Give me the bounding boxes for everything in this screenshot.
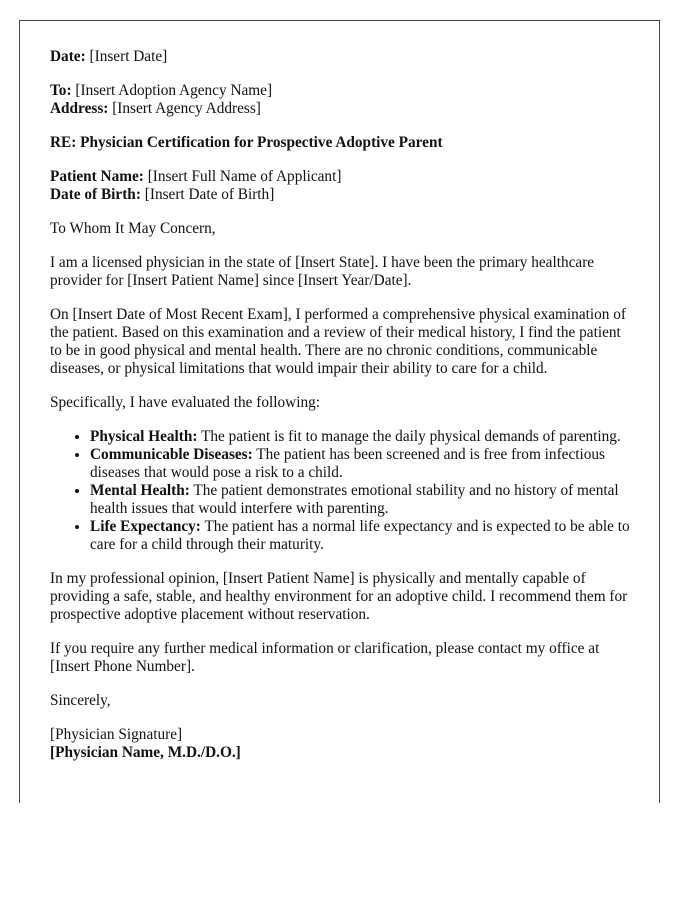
letter-page xyxy=(19,20,660,803)
date-line xyxy=(50,48,635,66)
evaluation-text: The patient has a normal life expectancy and is expected to be able to care for a child through their maturity. xyxy=(90,518,630,553)
paragraph-opinion: In my professional opinion, [Insert Patient Name] is physically and mentally capable of providing a safe, stable, and healthy environment for an adoptive child. I recommend them for prospective adoptive placement without reservation. xyxy=(50,570,628,623)
paragraph-credentials: I am a licensed physician in the state of [Insert State]. I have been the primary healthcare provider for [Insert Patient Name] since [Insert Year/Date]. xyxy=(50,254,595,289)
signature-block xyxy=(50,726,635,762)
evaluation-item-life-expectancy xyxy=(90,518,635,554)
valediction: Sincerely, xyxy=(50,692,111,709)
date-value: [Insert Date] xyxy=(89,48,168,65)
evaluation-item-communicable-diseases xyxy=(90,446,635,482)
dob-label: Date of Birth: xyxy=(50,186,141,203)
salutation: To Whom It May Concern, xyxy=(50,220,216,237)
subject-line xyxy=(50,134,635,152)
evaluation-item-physical-health xyxy=(90,428,635,446)
subject-text: RE: Physician Certification for Prospective Adoptive Parent xyxy=(50,134,443,151)
evaluation-label: Life Expectancy: xyxy=(90,518,201,535)
patient-name-label: Patient Name: xyxy=(50,168,144,185)
evaluation-item-mental-health xyxy=(90,482,635,518)
address-label: Address: xyxy=(50,100,109,117)
evaluation-text: The patient demonstrates emotional stability and no history of mental health issues that would interfere with parenting. xyxy=(90,482,619,517)
date-label: Date: xyxy=(50,48,86,65)
dob-value: [Insert Date of Birth] xyxy=(144,186,275,203)
evaluation-list xyxy=(50,428,635,554)
physician-name: [Physician Name, M.D./D.O.] xyxy=(50,744,241,761)
evaluation-text: The patient is fit to manage the daily physical demands of parenting. xyxy=(201,428,621,445)
letter-content xyxy=(50,48,635,778)
address-line xyxy=(50,100,635,118)
to-line xyxy=(50,82,635,100)
patient-name-value: [Insert Full Name of Applicant] xyxy=(147,168,342,185)
evaluation-label: Mental Health: xyxy=(90,482,190,499)
paragraph-contact: If you require any further medical information or clarification, please contact my office at [Insert Phone Number]. xyxy=(50,640,600,675)
paragraph-examination: On [Insert Date of Most Recent Exam], I performed a comprehensive physical examination of the patient. Based on this examination and a review of their medical history, I find the patient to be in good physical and mental health. There are no chronic conditions, communicable diseases, or physical limitations that would impair their ability to care for a child. xyxy=(50,306,626,377)
to-value: [Insert Adoption Agency Name] xyxy=(75,82,273,99)
to-label: To: xyxy=(50,82,72,99)
evaluation-label: Communicable Diseases: xyxy=(90,446,253,463)
evaluation-intro: Specifically, I have evaluated the following: xyxy=(50,394,321,411)
recipient-block xyxy=(50,82,635,118)
evaluation-label: Physical Health: xyxy=(90,428,198,445)
address-value: [Insert Agency Address] xyxy=(112,100,261,117)
patient-name-line xyxy=(50,168,635,186)
patient-block xyxy=(50,168,635,204)
signature-placeholder: [Physician Signature] xyxy=(50,726,183,743)
evaluation-text: The patient has been screened and is free from infectious diseases that would pose a risk to a child. xyxy=(90,446,606,481)
dob-line xyxy=(50,186,635,204)
